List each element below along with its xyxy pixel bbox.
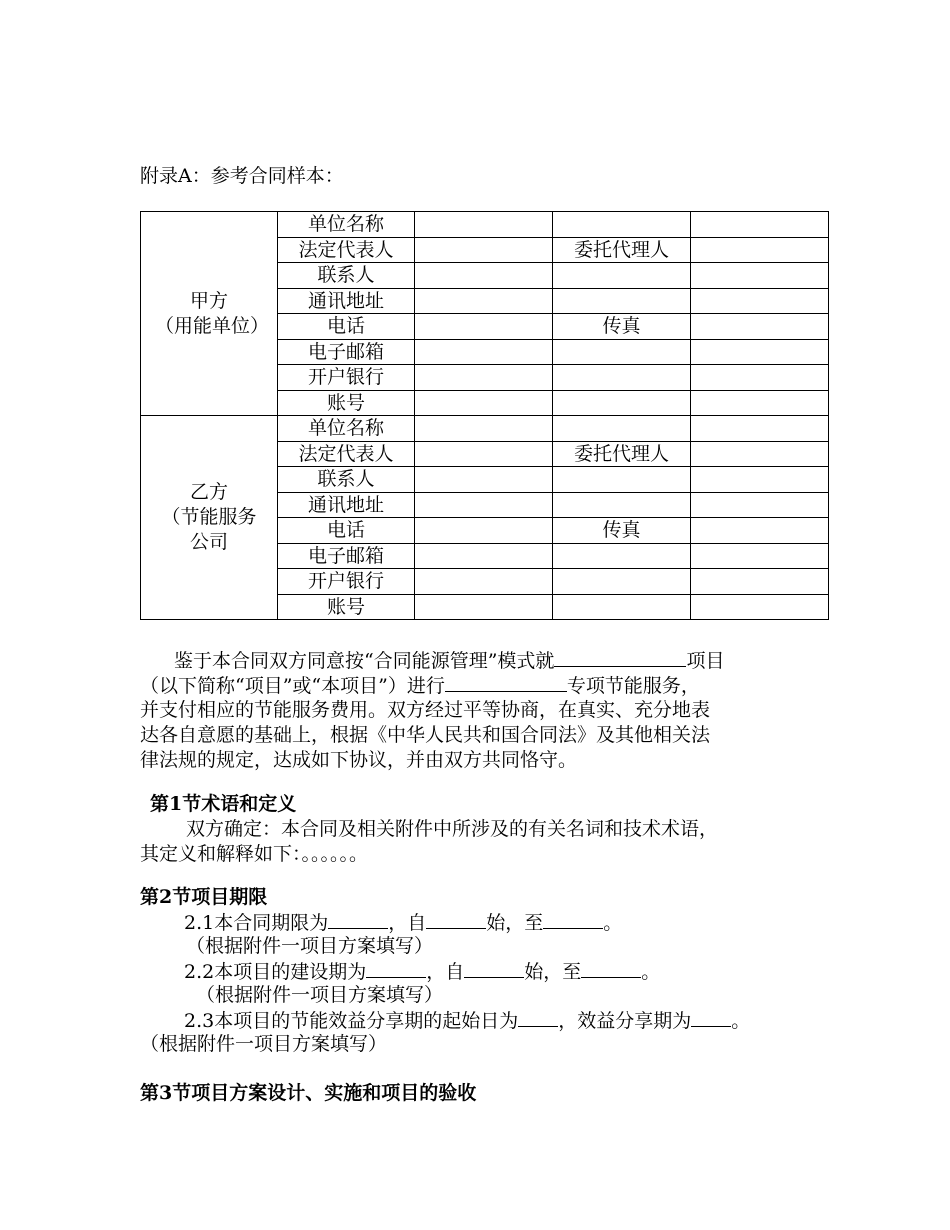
row-label: 联系人 bbox=[278, 467, 415, 493]
agent-label: 委托代理人 bbox=[553, 441, 691, 467]
value-cell[interactable] bbox=[415, 543, 553, 569]
party-info-table bbox=[140, 211, 829, 620]
clause-text: 始，至 bbox=[486, 912, 544, 934]
value-cell[interactable] bbox=[691, 237, 829, 263]
value-cell[interactable] bbox=[553, 339, 691, 365]
row-label: 法定代表人 bbox=[278, 441, 415, 467]
end-date-blank[interactable] bbox=[543, 910, 603, 929]
value-cell[interactable] bbox=[553, 365, 691, 391]
preamble-text: 专项节能服务， bbox=[566, 675, 700, 697]
row-label: 账号 bbox=[278, 390, 415, 416]
row-label: 通讯地址 bbox=[278, 492, 415, 518]
value-cell[interactable] bbox=[691, 569, 829, 595]
construction-period-blank[interactable] bbox=[366, 959, 426, 978]
start-date-blank[interactable] bbox=[426, 910, 486, 929]
value-cell[interactable] bbox=[415, 263, 553, 289]
section-1-title: 第1节术语和定义 bbox=[150, 793, 297, 815]
party-b-role: （节能服务公司 bbox=[161, 506, 257, 553]
preamble-text: 项目 bbox=[686, 650, 725, 672]
preamble-line-4: 达各自意愿的基础上，根据《中华人民共和国合同法》及其他相关法 bbox=[140, 724, 711, 746]
value-cell[interactable] bbox=[691, 441, 829, 467]
row-label: 单位名称 bbox=[278, 416, 415, 442]
value-cell[interactable] bbox=[691, 365, 829, 391]
value-cell[interactable] bbox=[553, 543, 691, 569]
party-a-role: （用能单位） bbox=[155, 314, 270, 337]
value-cell[interactable] bbox=[415, 314, 553, 340]
table-row bbox=[141, 212, 829, 238]
fax-label: 传真 bbox=[553, 518, 691, 544]
preamble-line-2 bbox=[140, 673, 700, 698]
value-cell[interactable] bbox=[553, 492, 691, 518]
clause-text: ，自 bbox=[388, 912, 427, 934]
preamble-line-1 bbox=[174, 648, 724, 673]
value-cell[interactable] bbox=[691, 594, 829, 620]
note-1: （根据附件一项目方案填写） bbox=[186, 935, 434, 957]
clause-2-1 bbox=[184, 910, 622, 935]
value-cell[interactable] bbox=[553, 288, 691, 314]
row-label: 联系人 bbox=[278, 263, 415, 289]
value-cell[interactable] bbox=[553, 212, 691, 238]
section-1-line-1: 双方确定：本合同及相关附件中所涉及的有关名词和技术术语， bbox=[186, 818, 719, 840]
value-cell[interactable] bbox=[415, 441, 553, 467]
value-cell[interactable] bbox=[553, 390, 691, 416]
row-label: 电子邮箱 bbox=[278, 339, 415, 365]
value-cell[interactable] bbox=[415, 237, 553, 263]
clause-text: 2.3本项目的节能效益分享期的起始日为 bbox=[184, 1010, 519, 1032]
value-cell[interactable] bbox=[415, 339, 553, 365]
clause-text: 2.1本合同期限为 bbox=[184, 912, 329, 934]
service-type-blank[interactable] bbox=[445, 673, 567, 692]
section-1-line-2: 其定义和解释如下：。。。。。。 bbox=[140, 843, 369, 865]
value-cell[interactable] bbox=[415, 518, 553, 544]
row-label: 电子邮箱 bbox=[278, 543, 415, 569]
row-label: 账号 bbox=[278, 594, 415, 620]
row-label: 电话 bbox=[278, 518, 415, 544]
party-a-name: 甲方 bbox=[189, 289, 228, 312]
value-cell[interactable] bbox=[415, 212, 553, 238]
preamble-text: 鉴于本合同双方同意按“合同能源管理”模式就 bbox=[174, 650, 555, 672]
clause-text: 始，至 bbox=[524, 961, 582, 983]
row-label: 开户银行 bbox=[278, 365, 415, 391]
party-a-cell bbox=[141, 212, 278, 416]
fax-label: 传真 bbox=[553, 314, 691, 340]
row-label: 法定代表人 bbox=[278, 237, 415, 263]
preamble-line-3: 并支付相应的节能服务费用。双方经过平等协商，在真实、充分地表 bbox=[140, 699, 711, 721]
value-cell[interactable] bbox=[415, 288, 553, 314]
row-label: 通讯地址 bbox=[278, 288, 415, 314]
value-cell[interactable] bbox=[691, 263, 829, 289]
clause-text: 2.2本项目的建设期为 bbox=[184, 961, 367, 983]
row-label: 开户银行 bbox=[278, 569, 415, 595]
preamble-line-5: 律法规的规定，达成如下协议，并由双方共同恪守。 bbox=[140, 749, 578, 771]
value-cell[interactable] bbox=[553, 416, 691, 442]
value-cell[interactable] bbox=[691, 518, 829, 544]
value-cell[interactable] bbox=[691, 212, 829, 238]
value-cell[interactable] bbox=[691, 467, 829, 493]
clause-text: 。 bbox=[641, 961, 661, 983]
value-cell[interactable] bbox=[553, 263, 691, 289]
section-3-title: 第3节项目方案设计、实施和项目的验收 bbox=[140, 1082, 477, 1104]
preamble-text: （以下简称“项目”或“本项目”）进行 bbox=[140, 675, 445, 697]
value-cell[interactable] bbox=[691, 390, 829, 416]
value-cell[interactable] bbox=[415, 416, 553, 442]
party-b-name: 乙方 bbox=[189, 481, 228, 503]
appendix-title: 附录A：参考合同样本： bbox=[140, 165, 344, 187]
value-cell[interactable] bbox=[415, 365, 553, 391]
sharing-period-blank[interactable] bbox=[691, 1008, 731, 1027]
clause-text: ，效益分享期为 bbox=[558, 1010, 692, 1032]
value-cell[interactable] bbox=[691, 416, 829, 442]
value-cell[interactable] bbox=[415, 594, 553, 620]
value-cell[interactable] bbox=[691, 339, 829, 365]
value-cell[interactable] bbox=[691, 288, 829, 314]
note-3: （根据附件一项目方案填写） bbox=[140, 1033, 388, 1055]
end-date-blank[interactable] bbox=[581, 959, 641, 978]
value-cell[interactable] bbox=[553, 569, 691, 595]
clause-text: ，自 bbox=[426, 961, 465, 983]
value-cell[interactable] bbox=[691, 543, 829, 569]
clause-text: 。 bbox=[603, 912, 623, 934]
party-b-cell bbox=[141, 416, 278, 620]
start-date-blank[interactable] bbox=[464, 959, 524, 978]
clause-2-2 bbox=[184, 959, 660, 984]
row-label: 单位名称 bbox=[278, 212, 415, 238]
value-cell[interactable] bbox=[415, 467, 553, 493]
value-cell[interactable] bbox=[691, 492, 829, 518]
value-cell[interactable] bbox=[691, 314, 829, 340]
value-cell[interactable] bbox=[553, 594, 691, 620]
row-label: 电话 bbox=[278, 314, 415, 340]
agent-label: 委托代理人 bbox=[553, 237, 691, 263]
term-blank[interactable] bbox=[328, 910, 388, 929]
note-2: （根据附件一项目方案填写） bbox=[196, 984, 444, 1006]
clause-2-3 bbox=[184, 1008, 750, 1033]
project-name-blank[interactable] bbox=[554, 648, 686, 667]
section-2-title: 第2节项目期限 bbox=[140, 886, 268, 908]
table-row bbox=[141, 416, 829, 442]
value-cell[interactable] bbox=[415, 390, 553, 416]
value-cell[interactable] bbox=[553, 467, 691, 493]
value-cell[interactable] bbox=[415, 492, 553, 518]
clause-text: 。 bbox=[731, 1010, 751, 1032]
sharing-start-blank[interactable] bbox=[518, 1008, 558, 1027]
value-cell[interactable] bbox=[415, 569, 553, 595]
